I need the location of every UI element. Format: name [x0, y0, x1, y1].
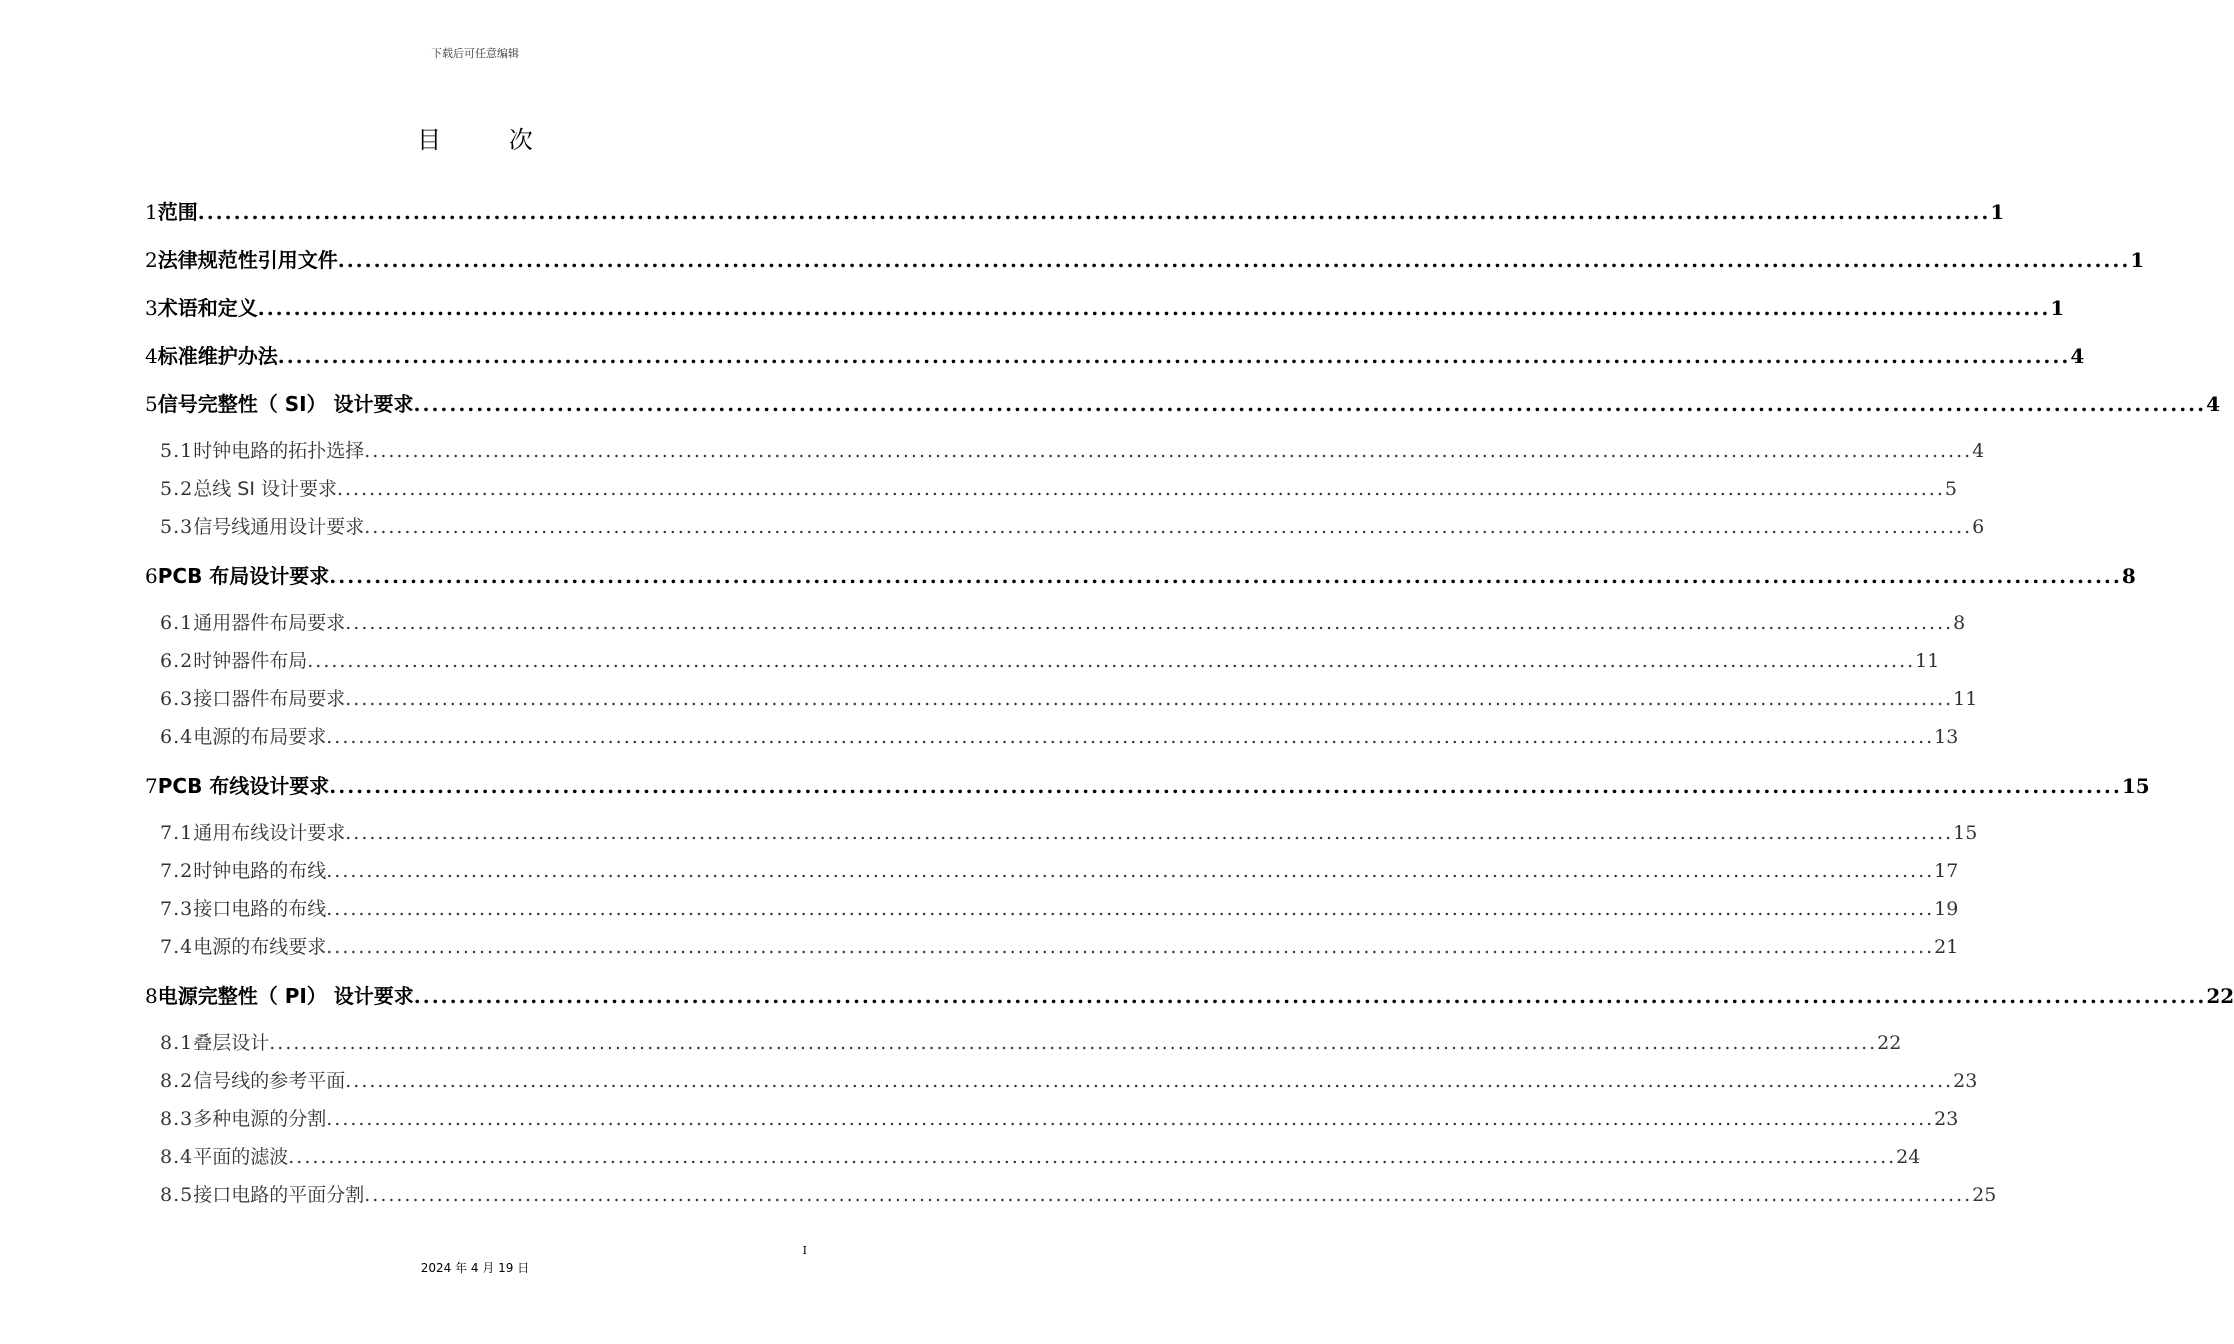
- toc-entry-number: 7.3: [160, 898, 194, 920]
- toc-entry-number: 5: [145, 392, 158, 416]
- toc-entry[interactable]: [145, 474, 1957, 504]
- toc-dot-leader: ........................................................................................................................................................................................................: [345, 612, 1954, 634]
- toc-entry-page: 1: [2130, 248, 2145, 272]
- toc-entry-number: 2: [145, 248, 158, 272]
- toc-dot-leader: ........................................................................................................................................................................................................: [269, 1032, 1878, 1054]
- toc-entry-page: 15: [2121, 774, 2150, 798]
- toc-dot-leader: ........................................................................................................................................................................................................: [288, 1146, 1897, 1168]
- toc-entry[interactable]: [145, 1066, 1978, 1096]
- toc-entry-label: 术语和定义: [157, 296, 258, 320]
- toc-entry-number: 3: [145, 296, 158, 320]
- toc-entry-label: PCB 布线设计要求: [157, 774, 330, 798]
- toc-entry-page: 13: [1934, 726, 1959, 748]
- toc-entry-page: 1: [2050, 296, 2065, 320]
- toc-dot-leader: ........................................................................................................................................................................................................: [413, 984, 2207, 1008]
- toc-entry[interactable]: [145, 512, 1985, 542]
- toc-entry[interactable]: [145, 436, 1985, 466]
- toc-dot-leader: ........................................................................................................................................................................................................: [364, 1184, 1973, 1206]
- toc-entry-number: 4: [145, 344, 158, 368]
- toc-entry-number: 7.4: [160, 936, 194, 958]
- toc-entry-number: 6: [145, 564, 158, 588]
- toc-entry[interactable]: [145, 932, 1959, 962]
- toc-entry-label: 时钟电路的拓扑选择: [193, 440, 365, 462]
- toc-entry-page: 17: [1934, 860, 1959, 882]
- page-header: 下载后可任意编辑: [431, 47, 519, 60]
- toc-entry[interactable]: [145, 646, 1940, 676]
- toc-entry-number: 8.2: [160, 1070, 194, 1092]
- toc-dot-leader: ........................................................................................................................................................................................................: [326, 898, 1935, 920]
- toc-entry-label: 接口电路的布线: [193, 898, 327, 920]
- toc-entry-label: 电源的布局要求: [193, 726, 327, 748]
- toc-entry[interactable]: [145, 894, 1959, 924]
- toc-dot-leader: ........................................................................................................................................................................................................: [329, 564, 2122, 588]
- toc-entry-label: 法律规范性引用文件: [157, 248, 338, 272]
- toc-entry-page: 4: [2070, 344, 2085, 368]
- toc-entry[interactable]: [145, 722, 1959, 752]
- toc-entry-number: 8.4: [160, 1146, 194, 1168]
- toc-dot-leader: ........................................................................................................................................................................................................: [345, 1070, 1954, 1092]
- toc-entry-label: 通用器件布局要求: [193, 612, 346, 634]
- toc-entry[interactable]: [145, 770, 2150, 800]
- toc-entry[interactable]: [145, 292, 2065, 322]
- toc-dot-leader: ........................................................................................................................................................................................................: [326, 726, 1935, 748]
- toc-entry-number: 5.2: [160, 478, 194, 500]
- toc-dot-leader: ........................................................................................................................................................................................................: [329, 774, 2122, 798]
- toc-entry[interactable]: [145, 980, 2234, 1010]
- toc-entry-page: 4: [2206, 392, 2221, 416]
- toc-entry-number: 7.1: [160, 822, 194, 844]
- toc-entry-number: 6.4: [160, 726, 194, 748]
- toc-entry-number: 8.3: [160, 1108, 194, 1130]
- toc-entry-number: 5.1: [160, 440, 194, 462]
- toc-entry[interactable]: [145, 196, 2005, 226]
- toc-entry-number: 8.5: [160, 1184, 194, 1206]
- toc-entry-page: 22: [1877, 1032, 1902, 1054]
- toc-entry-number: 7.2: [160, 860, 194, 882]
- toc-entry-number: 6.1: [160, 612, 194, 634]
- toc-entry-page: 15: [1953, 822, 1978, 844]
- toc-entry-page: 23: [1934, 1108, 1959, 1130]
- toc-entry[interactable]: [145, 1028, 1902, 1058]
- toc-entry-label: 信号线通用设计要求: [193, 516, 365, 538]
- toc-entry-label: 标准维护办法: [157, 344, 278, 368]
- toc-entry[interactable]: [145, 1180, 1997, 1210]
- toc-dot-leader: ........................................................................................................................................................................................................: [345, 688, 1954, 710]
- toc-entry-number: 8: [145, 984, 158, 1008]
- toc-entry[interactable]: [145, 818, 1978, 848]
- toc-entry-label: 多种电源的分割: [193, 1108, 327, 1130]
- toc-dot-leader: ........................................................................................................................................................................................................: [257, 296, 2051, 320]
- toc-entry-label: 接口器件布局要求: [193, 688, 346, 710]
- toc-entry-page: 21: [1934, 936, 1959, 958]
- toc-entry[interactable]: [145, 340, 2085, 370]
- toc-dot-leader: ........................................................................................................................................................................................................: [345, 822, 1954, 844]
- toc-dot-leader: ........................................................................................................................................................................................................: [413, 392, 2207, 416]
- toc-entry-number: 8.1: [160, 1032, 194, 1054]
- toc-entry-label: 范围: [157, 200, 198, 224]
- toc-entry-label: 时钟器件布局: [193, 650, 308, 672]
- toc-dot-leader: ........................................................................................................................................................................................................: [197, 200, 1991, 224]
- toc-dot-leader: ........................................................................................................................................................................................................: [364, 516, 1973, 538]
- toc-entry-number: 6.2: [160, 650, 194, 672]
- toc-entry[interactable]: [145, 244, 2145, 274]
- toc-entry-label: 叠层设计: [193, 1032, 270, 1054]
- page-footer-date: 2024 年 4 月 19 日: [420, 1261, 530, 1275]
- toc-entry-label: 电源的布线要求: [193, 936, 327, 958]
- toc-entry[interactable]: [145, 1104, 1959, 1134]
- toc-entry[interactable]: [145, 684, 1978, 714]
- toc-entry-page: 23: [1953, 1070, 1978, 1092]
- toc-entry-page: 11: [1953, 688, 1978, 710]
- toc-entry-label: 接口电路的平面分割: [193, 1184, 365, 1206]
- toc-entry-page: 19: [1934, 898, 1959, 920]
- toc-entry-label: 信号线的参考平面: [193, 1070, 346, 1092]
- toc-entry-page: 1: [1990, 200, 2005, 224]
- toc-entry-number: 6.3: [160, 688, 194, 710]
- toc-entry-label: PCB 布局设计要求: [157, 564, 330, 588]
- toc-entry-page: 24: [1896, 1146, 1921, 1168]
- toc-entry[interactable]: [145, 560, 2136, 590]
- toc-entry[interactable]: [145, 608, 1966, 638]
- toc-entry-page: 22: [2206, 984, 2234, 1008]
- toc-entry-label: 时钟电路的布线: [193, 860, 327, 882]
- toc-entry-number: 5.3: [160, 516, 194, 538]
- toc-entry-page: 8: [1953, 612, 1966, 634]
- toc-entry-page: 25: [1972, 1184, 1997, 1206]
- toc-entry[interactable]: [145, 388, 2221, 418]
- toc-dot-leader: ........................................................................................................................................................................................................: [307, 650, 1916, 672]
- toc-entry-number: 7: [145, 774, 158, 798]
- toc-entry-label: 通用布线设计要求: [193, 822, 346, 844]
- document-title: 目 次: [417, 126, 563, 154]
- toc-entry-number: 1: [145, 200, 158, 224]
- toc-entry[interactable]: [145, 856, 1959, 886]
- toc-entry-label: 平面的滤波: [193, 1146, 289, 1168]
- toc-entry-label: 电源完整性（ PI） 设计要求: [157, 984, 414, 1008]
- toc-entry[interactable]: [145, 1142, 1921, 1172]
- toc-dot-leader: ........................................................................................................................................................................................................: [277, 344, 2071, 368]
- toc-dot-leader: ........................................................................................................................................................................................................: [326, 936, 1935, 958]
- page-number: I: [802, 1244, 807, 1257]
- toc-entry-page: 5: [1944, 478, 1957, 500]
- toc-entry-page: 11: [1915, 650, 1940, 672]
- toc-entry-label: 总线 SI 设计要求: [193, 478, 337, 500]
- toc-dot-leader: ........................................................................................................................................................................................................: [326, 1108, 1935, 1130]
- toc-dot-leader: ........................................................................................................................................................................................................: [337, 248, 2131, 272]
- toc-entry-page: 6: [1972, 516, 1985, 538]
- toc-dot-leader: ........................................................................................................................................................................................................: [364, 440, 1973, 462]
- toc-entry-label: 信号完整性（ SI） 设计要求: [157, 392, 414, 416]
- toc-entry-page: 8: [2121, 564, 2136, 588]
- toc-dot-leader: ........................................................................................................................................................................................................: [336, 478, 1945, 500]
- toc-dot-leader: ........................................................................................................................................................................................................: [326, 860, 1935, 882]
- toc-entry-page: 4: [1972, 440, 1985, 462]
